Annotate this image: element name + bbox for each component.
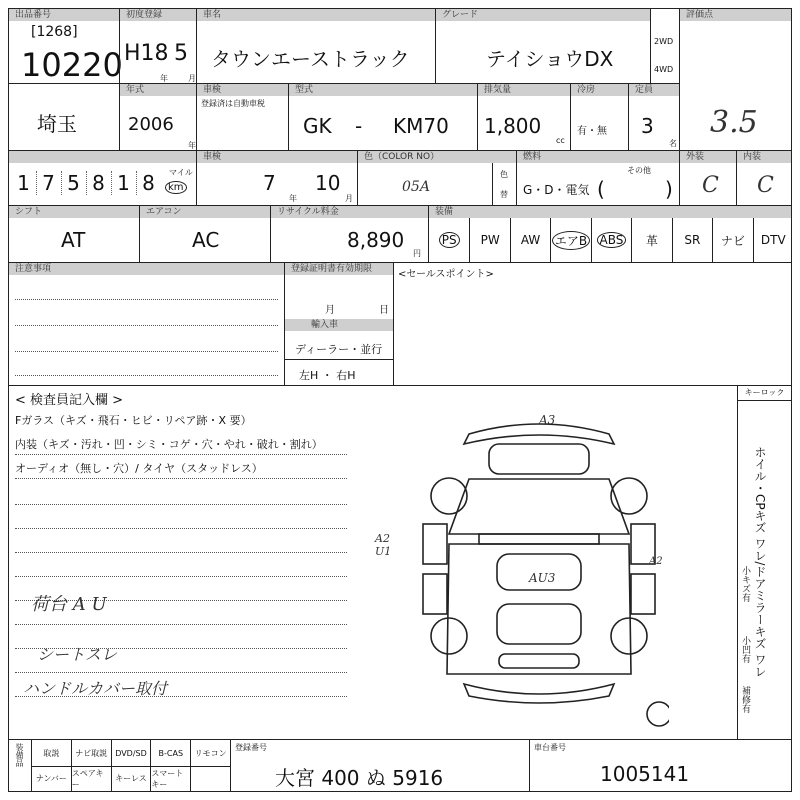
interior-cell <box>736 150 792 206</box>
reg-month: 5 <box>174 41 188 66</box>
seats-cell <box>628 83 680 151</box>
accessory-item: ナビ取説 <box>71 740 111 766</box>
shaken-month: 10 <box>315 171 341 195</box>
shaken-year: 7 <box>263 171 276 195</box>
mileage-digit: 8 <box>86 171 112 195</box>
car-name: タウンエーストラック <box>211 47 410 71</box>
model-dash: - <box>355 114 363 138</box>
displacement: 1,800 <box>484 114 542 138</box>
items-bottom-row <box>32 766 230 791</box>
displacement-unit: cc <box>556 136 565 145</box>
equipment-item: ナビ <box>712 218 752 262</box>
inspector-line-glass: Fガラス（キズ・飛石・ヒビ・リペア跡・X 要） <box>15 414 252 427</box>
model-header: 型式 <box>289 84 477 96</box>
small-dent: 小凹有 <box>740 636 750 663</box>
chassis-label: 車台番号 <box>534 743 566 752</box>
car-name-header: 車名 <box>197 9 435 21</box>
seats-header: 定員 <box>629 84 679 96</box>
score-cell <box>679 8 792 151</box>
import-header: 輸入車 <box>285 319 393 331</box>
footer-side-label: 装備品 <box>15 743 24 767</box>
color-change-bottom: 替 <box>500 190 508 199</box>
equipment-item: ABS <box>591 218 631 262</box>
chassis: 1005141 <box>600 762 690 786</box>
lot-header: 出品番号 <box>9 9 119 21</box>
equipment-cell <box>428 205 792 263</box>
reg-era-year: H18 <box>124 41 169 66</box>
shift: AT <box>61 228 86 252</box>
mileage-digit: 7 <box>36 171 62 195</box>
score-value: 3.5 <box>710 105 758 140</box>
registration-cell <box>284 262 394 386</box>
ac-cell <box>570 83 629 151</box>
interior-grade: C <box>757 173 774 198</box>
inspector-title: < 検査員記入欄 > <box>15 393 124 408</box>
color-cell <box>357 150 517 206</box>
accessory-item: キーレス <box>111 766 151 791</box>
exterior-header: 外装 <box>680 151 736 163</box>
keylock-header: キーロック <box>738 386 791 401</box>
mileage-unit-km: km <box>165 181 187 194</box>
displacement-cell <box>477 83 571 151</box>
notes-header: 注意事項 <box>9 263 284 275</box>
color-code: 05A <box>402 179 430 195</box>
fuel-paren-close: ) <box>665 177 673 201</box>
inspection-note: 登録済は自動車税 <box>201 99 265 108</box>
ac-type-cell <box>139 205 271 263</box>
fuel-cell <box>516 150 680 206</box>
grade-header: グレード <box>436 9 650 21</box>
handle-side: 左H ・ 右H <box>299 369 356 382</box>
accessory-item: ナンバー <box>35 774 67 783</box>
car-name-cell <box>196 8 436 84</box>
score-header: 評価点 <box>680 9 791 21</box>
hand-note-seat: シートスレ <box>37 645 117 664</box>
inspection-cell <box>196 83 289 151</box>
mileage-digits <box>11 171 161 201</box>
small-scratch: 小キズ有 <box>740 566 750 602</box>
model-year-cell <box>119 83 197 151</box>
drive-cell <box>650 8 680 84</box>
accessory-item: スマートキー <box>150 766 190 791</box>
reg-expiry-header: 登録証明書有効期限 <box>285 263 393 275</box>
equipment-item: エアB <box>550 218 590 262</box>
equipment-item: SR <box>672 218 712 262</box>
accessory-item: リモコン <box>190 740 230 766</box>
equipment-item: PS <box>429 218 469 262</box>
yen-unit: 円 <box>413 249 421 258</box>
lot-cell <box>8 8 123 84</box>
ac-type: AC <box>192 228 220 252</box>
mark-center: AU3 <box>529 571 556 585</box>
equipment-item: AW <box>510 218 550 262</box>
fuel-paren-open: ( <box>597 177 605 201</box>
mileage-digit: 1 <box>111 171 137 195</box>
mark-left: A2 U1 <box>375 532 392 558</box>
accessory-item <box>190 766 230 791</box>
car-diagram <box>409 404 669 734</box>
ac-header: 冷房 <box>571 84 628 96</box>
seats-unit: 名 <box>669 139 677 148</box>
model-year: 2006 <box>128 114 174 135</box>
inspection-header: 車検 <box>197 84 288 96</box>
shift-header: シフト <box>9 206 139 218</box>
plate-label: 登録番号 <box>235 743 267 752</box>
color-divider <box>492 163 493 205</box>
accessory-item: スペアキー <box>71 766 111 791</box>
recycle-fee: 8,890 <box>347 228 405 252</box>
items-top-row <box>32 740 230 767</box>
shaken-month-unit: 月 <box>345 194 353 203</box>
region-cell <box>8 83 120 151</box>
model-year-unit: 年 <box>188 141 196 150</box>
interior-header: 内装 <box>737 151 791 163</box>
mileage-digit: 5 <box>61 171 87 195</box>
recycle-header: リサイクル料金 <box>271 206 428 218</box>
fuel-options: G・D・電気 <box>523 183 590 197</box>
mileage-digit: 8 <box>142 171 155 195</box>
chassis-cell <box>529 739 792 792</box>
reg-day-label: 日 <box>379 305 389 316</box>
mileage-header <box>9 151 196 163</box>
accessory-item: DVD/SD <box>111 740 151 766</box>
seats: 3 <box>641 114 654 138</box>
shaken-cell <box>196 150 358 206</box>
equipment-item: DTV <box>753 218 793 262</box>
region: 埼玉 <box>37 112 77 136</box>
keylock-side-text: ホイル・CPキズ ワレ/ドアミラーキズ ワレ <box>753 446 767 678</box>
equipment-item: PW <box>469 218 509 262</box>
import-type: ディーラー・並行 <box>295 343 383 356</box>
fuel-other-label: その他 <box>627 166 651 175</box>
accessory-item: B-CAS <box>150 740 190 766</box>
footer-side <box>8 739 32 792</box>
shaken-year-unit: 年 <box>289 194 297 203</box>
plate: 大宮 400 ぬ 5916 <box>275 766 444 790</box>
inspector-line-audio: オーディオ（無し・穴）/ タイヤ（スタッドレス） <box>15 462 263 475</box>
equipment-row <box>429 218 791 262</box>
mark-right: A2 <box>649 556 663 567</box>
recycle-cell <box>270 205 429 263</box>
mileage-digit: 1 <box>11 171 37 195</box>
equipment-header: 装備 <box>429 206 791 218</box>
first-reg-header: 初度登録 <box>120 9 196 21</box>
shift-cell <box>8 205 140 263</box>
reg-month-label: 月 <box>325 305 335 316</box>
grade: テイショウDX <box>486 47 614 71</box>
model-code-cell <box>288 83 478 151</box>
ac-type-header: エアコン <box>140 206 270 218</box>
keylock-cell <box>737 385 792 740</box>
shaken-header: 車検 <box>197 151 357 163</box>
inspector-line-interior: 内装（キズ・汚れ・凹・シミ・コゲ・穴・やれ・破れ・割れ） <box>15 438 323 451</box>
notes-cell <box>8 262 285 386</box>
accessory-item: 取説 <box>43 748 60 758</box>
auction-sheet <box>8 8 792 792</box>
equipment-items <box>31 739 231 792</box>
sales-point-cell <box>393 262 792 386</box>
repair-mark: 補修有 <box>740 686 750 713</box>
drive-4wd: 4WD <box>654 65 674 74</box>
year-unit: 年 <box>160 74 168 83</box>
color-header: 色（COLOR NO） <box>358 151 516 163</box>
hand-note-handle: ハンドルカバー取付 <box>23 679 168 698</box>
grade-cell <box>435 8 651 84</box>
mileage-unit-mile: マイル <box>169 168 193 177</box>
exterior-grade: C <box>702 173 719 198</box>
model-prefix: GK <box>303 114 332 138</box>
drive-2wd: 2WD <box>654 37 674 46</box>
color-change-top: 色 <box>500 170 508 179</box>
displacement-header: 排気量 <box>478 84 570 96</box>
month-unit: 月 <box>188 74 196 83</box>
mileage-cell <box>8 150 197 206</box>
fuel-header: 燃料 <box>517 151 679 163</box>
hand-note-bed: 荷台 A U <box>31 594 107 615</box>
exterior-cell <box>679 150 737 206</box>
model-year-header: 年式 <box>120 84 196 96</box>
lot-prefix: [1268] <box>31 24 78 40</box>
lot-number: 10220 <box>21 46 123 84</box>
plate-cell <box>230 739 530 792</box>
model-code: KM70 <box>393 114 449 138</box>
first-reg-cell <box>119 8 197 84</box>
inspector-area <box>8 385 738 740</box>
equipment-item: 革 <box>631 218 671 262</box>
mark-front: A3 <box>539 413 556 427</box>
sales-point-label: <セールスポイント> <box>398 269 494 280</box>
ac-options: 有・無 <box>577 126 607 137</box>
